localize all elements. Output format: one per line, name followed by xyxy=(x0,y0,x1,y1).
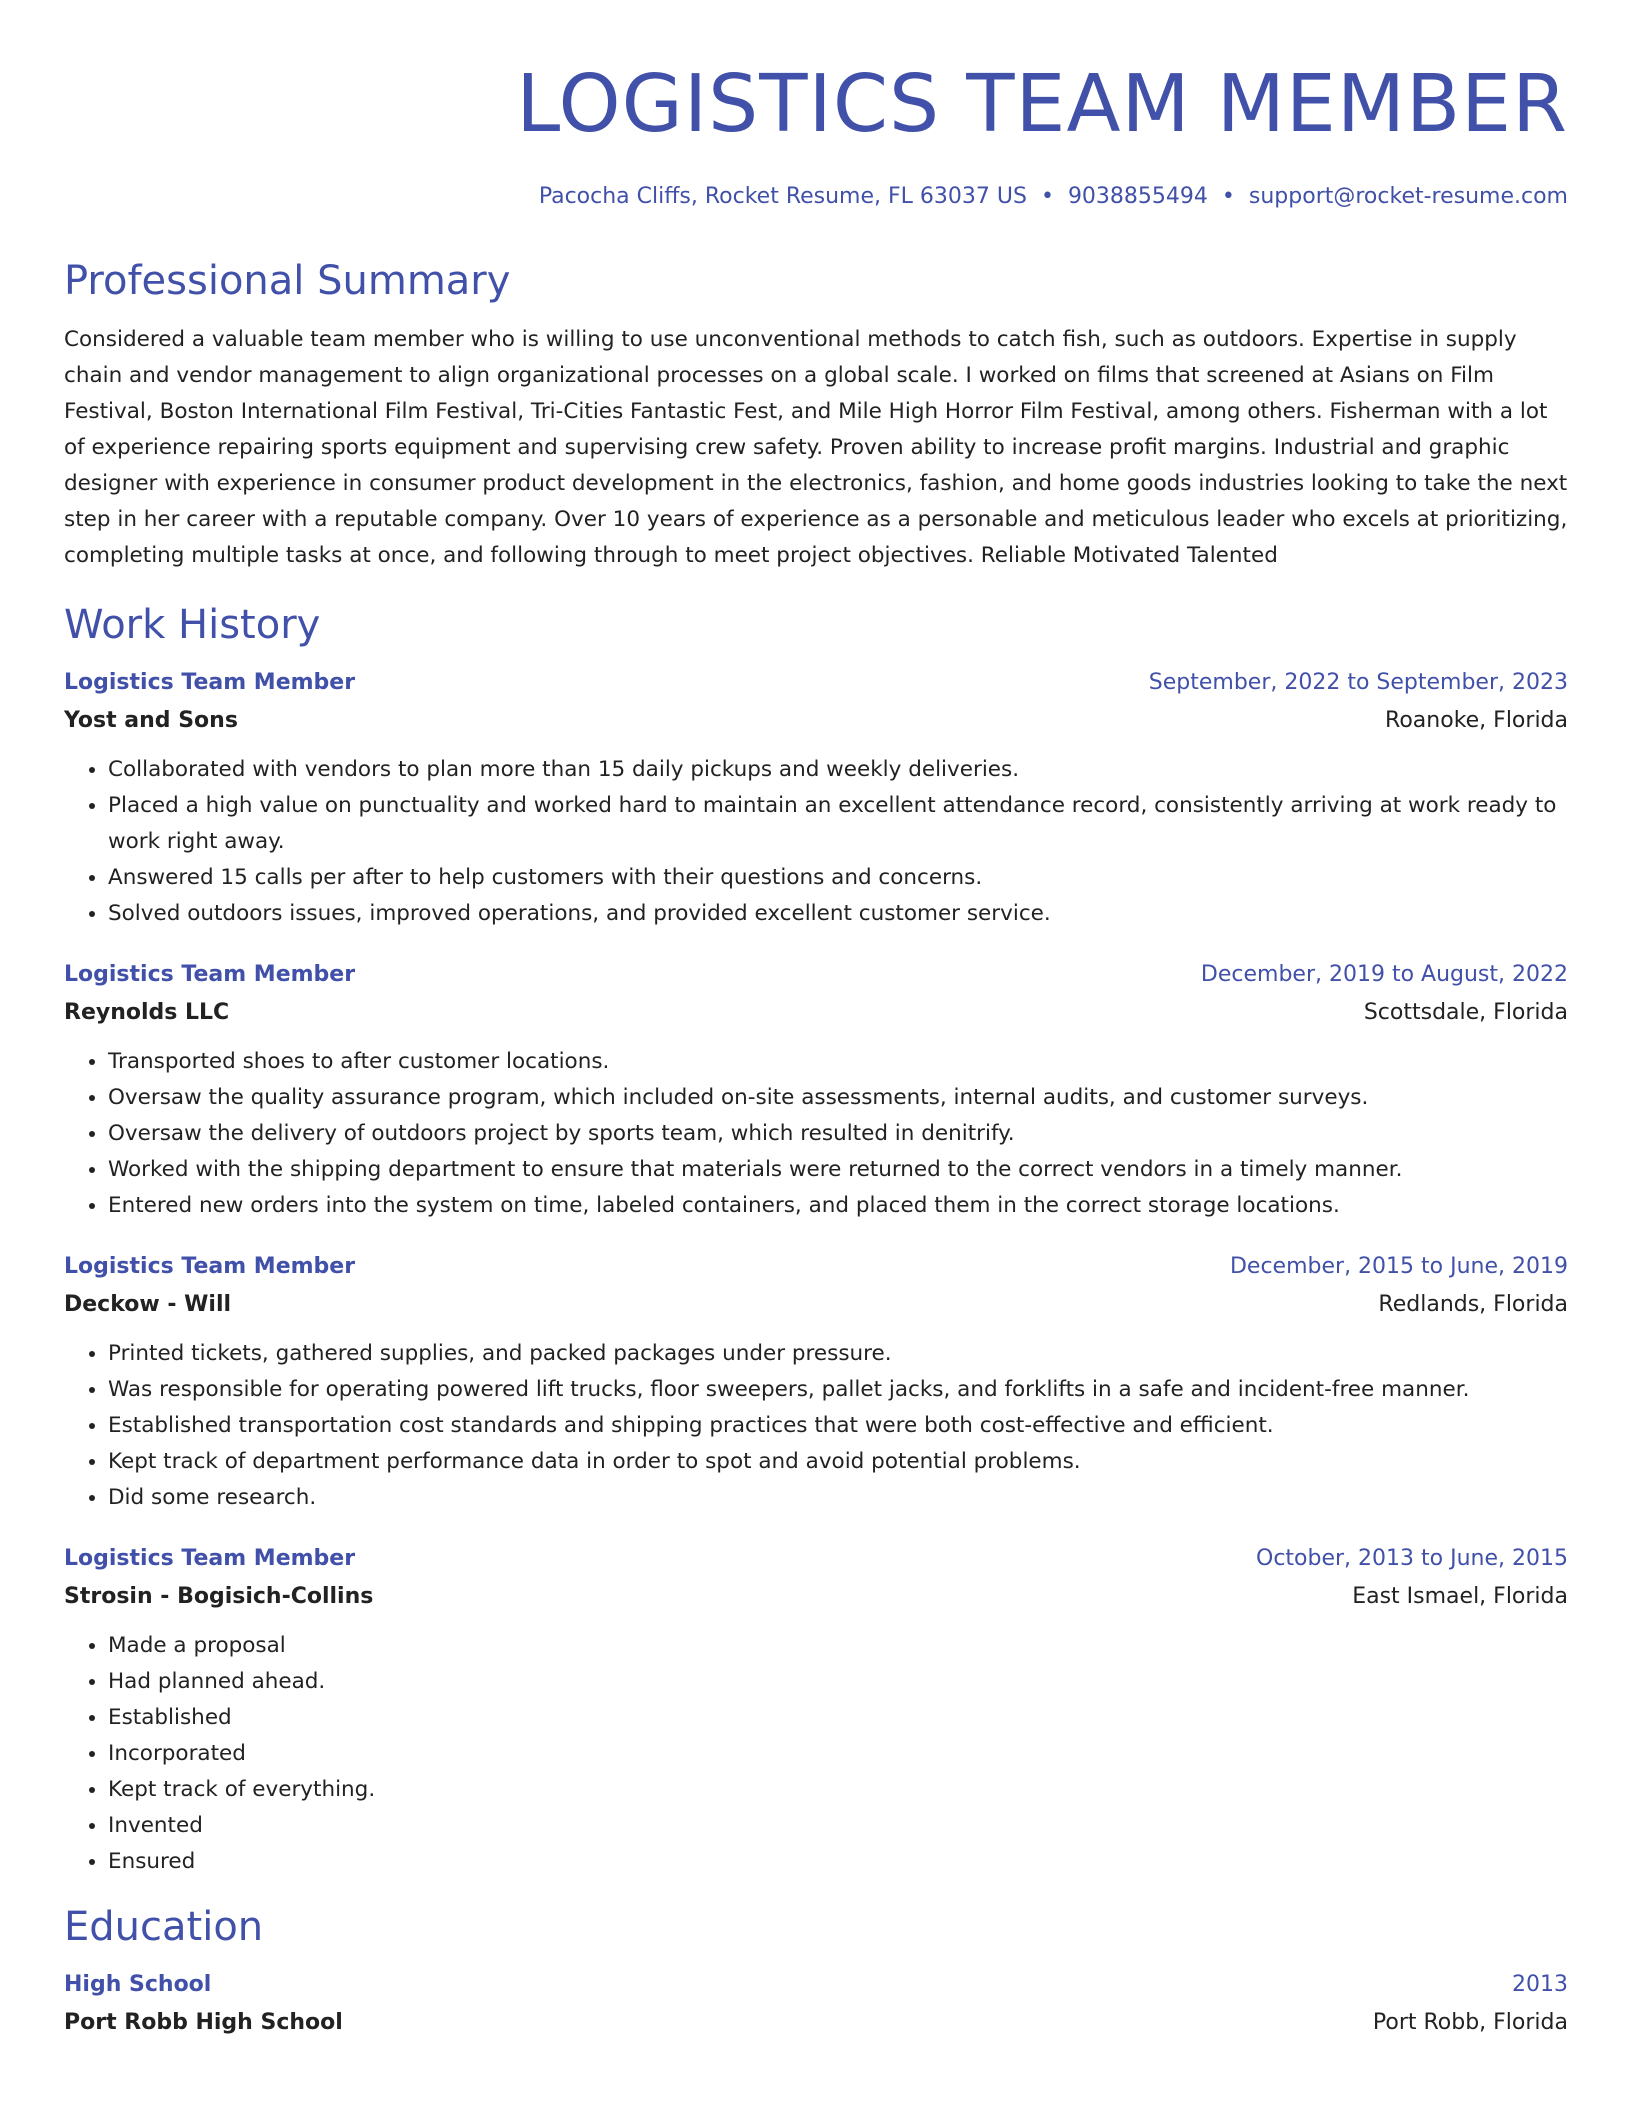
education-year: 2013 xyxy=(1512,1972,1568,1997)
job-header-row xyxy=(64,664,1568,702)
job-bullets xyxy=(64,1336,1568,1516)
job-location: Roanoke, Florida xyxy=(1385,708,1568,733)
job-bullet: • Entered new orders into the system on time, labeled containers, and placed them in the correct storage locations. xyxy=(108,1188,1568,1224)
contact-line xyxy=(64,182,1568,212)
education-heading: Education xyxy=(64,1904,264,1950)
job-bullet: • Made a proposal xyxy=(108,1628,1568,1664)
summary-text: Considered a valuable team member who is willing to use unconventional methods to catch fish, such as outdoors. Expertise in supply chain and vendor management to align organizational processes on a global scale. I worked on films that screened at Asians on Film Festival, Boston International Film Festival, Tri-Cities Fantastic Fest, and Mile High Horror Film Festival, among others. Fisherman with a lot of experience repairing sports equipment and supervising crew safety. Proven ability to increase profit margins. Industrial and graphic designer with experience in consumer product development in the electronics, fashion, and home goods industries looking to take the next step in her career with a reputable company. Over 10 years of experience as a personable and meticulous leader who excels at prioritizing, completing multiple tasks at once, and following through to meet project objectives. Reliable Motivated Talented xyxy=(64,327,1568,568)
job-bullet: • Established xyxy=(108,1700,1568,1736)
job-title: Logistics Team Member xyxy=(64,1546,356,1571)
job-bullet: • Did some research. xyxy=(108,1480,1568,1516)
job-bullet: • Established transportation cost standards and shipping practices that were both cost-effective and efficient. xyxy=(108,1408,1568,1444)
job-bullet: • Invented xyxy=(108,1808,1568,1844)
page-title: LOGISTICS TEAM MEMBER xyxy=(516,58,1568,150)
education-degree: High School xyxy=(64,1972,212,1997)
job-company: Yost and Sons xyxy=(64,708,238,733)
job-header-row xyxy=(64,1540,1568,1578)
job-bullet: • Transported shoes to after customer locations. xyxy=(108,1044,1568,1080)
job-bullet: • Printed tickets, gathered supplies, and packed packages under pressure. xyxy=(108,1336,1568,1372)
job-location: Scottsdale, Florida xyxy=(1363,1000,1568,1025)
job-bullets xyxy=(64,752,1568,932)
job-company-row xyxy=(64,994,1568,1032)
job-entry xyxy=(64,1540,1568,1880)
job-bullets xyxy=(64,1628,1568,1880)
summary-section xyxy=(64,256,1568,574)
job-title: Logistics Team Member xyxy=(64,1254,356,1279)
job-dates: December, 2015 to June, 2019 xyxy=(1229,1254,1568,1279)
job-header-row xyxy=(64,956,1568,994)
job-company-row xyxy=(64,1286,1568,1324)
work-history-heading: Work History xyxy=(64,602,321,648)
contact-separator: • xyxy=(1221,184,1235,209)
job-title: Logistics Team Member xyxy=(64,962,356,987)
job-bullet: • Oversaw the delivery of outdoors project by sports team, which resulted in denitrify. xyxy=(108,1116,1568,1152)
job-company-row xyxy=(64,702,1568,740)
job-bullets xyxy=(64,1044,1568,1224)
work-history-section xyxy=(64,600,1568,1880)
job-header-row xyxy=(64,1248,1568,1286)
job-bullet: • Collaborated with vendors to plan more than 15 daily pickups and weekly deliveries. xyxy=(108,752,1568,788)
job-bullet: • Placed a high value on punctuality and worked hard to maintain an excellent attendance record, consistently arriving at work ready to work right away. xyxy=(108,788,1568,860)
job-bullet: • Oversaw the quality assurance program, which included on-site assessments, internal audits, and customer surveys. xyxy=(108,1080,1568,1116)
job-company: Reynolds LLC xyxy=(64,1000,230,1025)
job-bullet: • Had planned ahead. xyxy=(108,1664,1568,1700)
job-title: Logistics Team Member xyxy=(64,670,356,695)
job-bullet: • Incorporated xyxy=(108,1736,1568,1772)
job-bullet: • Ensured xyxy=(108,1844,1568,1880)
job-bullet: • Was responsible for operating powered lift trucks, floor sweepers, pallet jacks, and forklifts in a safe and incident-free manner. xyxy=(108,1372,1568,1408)
job-entry xyxy=(64,664,1568,932)
summary-heading: Professional Summary xyxy=(64,258,511,304)
job-bullet: • Solved outdoors issues, improved operations, and provided excellent customer service. xyxy=(108,896,1568,932)
education-header-row xyxy=(64,1966,1568,2004)
education-entry xyxy=(64,1966,1568,2042)
resume-page xyxy=(64,52,1568,2042)
job-entry xyxy=(64,956,1568,1224)
job-company: Strosin - Bogisich-Collins xyxy=(64,1584,374,1609)
job-company: Deckow - Will xyxy=(64,1292,232,1317)
contact-phone[interactable]: 9038855494 xyxy=(1067,184,1208,209)
job-company-row xyxy=(64,1578,1568,1616)
job-dates: September, 2022 to September, 2023 xyxy=(1148,670,1568,695)
education-school-row xyxy=(64,2004,1568,2042)
job-bullet: • Worked with the shipping department to ensure that materials were returned to the correct vendors in a timely manner. xyxy=(108,1152,1568,1188)
contact-separator: • xyxy=(1040,184,1054,209)
job-dates: December, 2019 to August, 2022 xyxy=(1200,962,1568,987)
job-location: Redlands, Florida xyxy=(1378,1292,1568,1317)
job-bullet: • Kept track of everything. xyxy=(108,1772,1568,1808)
job-bullet: • Answered 15 calls per after to help customers with their questions and concerns. xyxy=(108,860,1568,896)
job-location: East Ismael, Florida xyxy=(1352,1584,1568,1609)
resume-header xyxy=(64,52,1568,212)
contact-email[interactable]: support@rocket-resume.com xyxy=(1248,184,1568,209)
job-dates: October, 2013 to June, 2015 xyxy=(1256,1546,1568,1571)
contact-address: Pacocha Cliffs, Rocket Resume, FL 63037 US xyxy=(538,184,1027,209)
job-entry xyxy=(64,1248,1568,1516)
education-location: Port Robb, Florida xyxy=(1372,2010,1568,2035)
education-section xyxy=(64,1902,1568,2042)
job-bullet: • Kept track of department performance data in order to spot and avoid potential problems. xyxy=(108,1444,1568,1480)
education-school: Port Robb High School xyxy=(64,2010,343,2035)
